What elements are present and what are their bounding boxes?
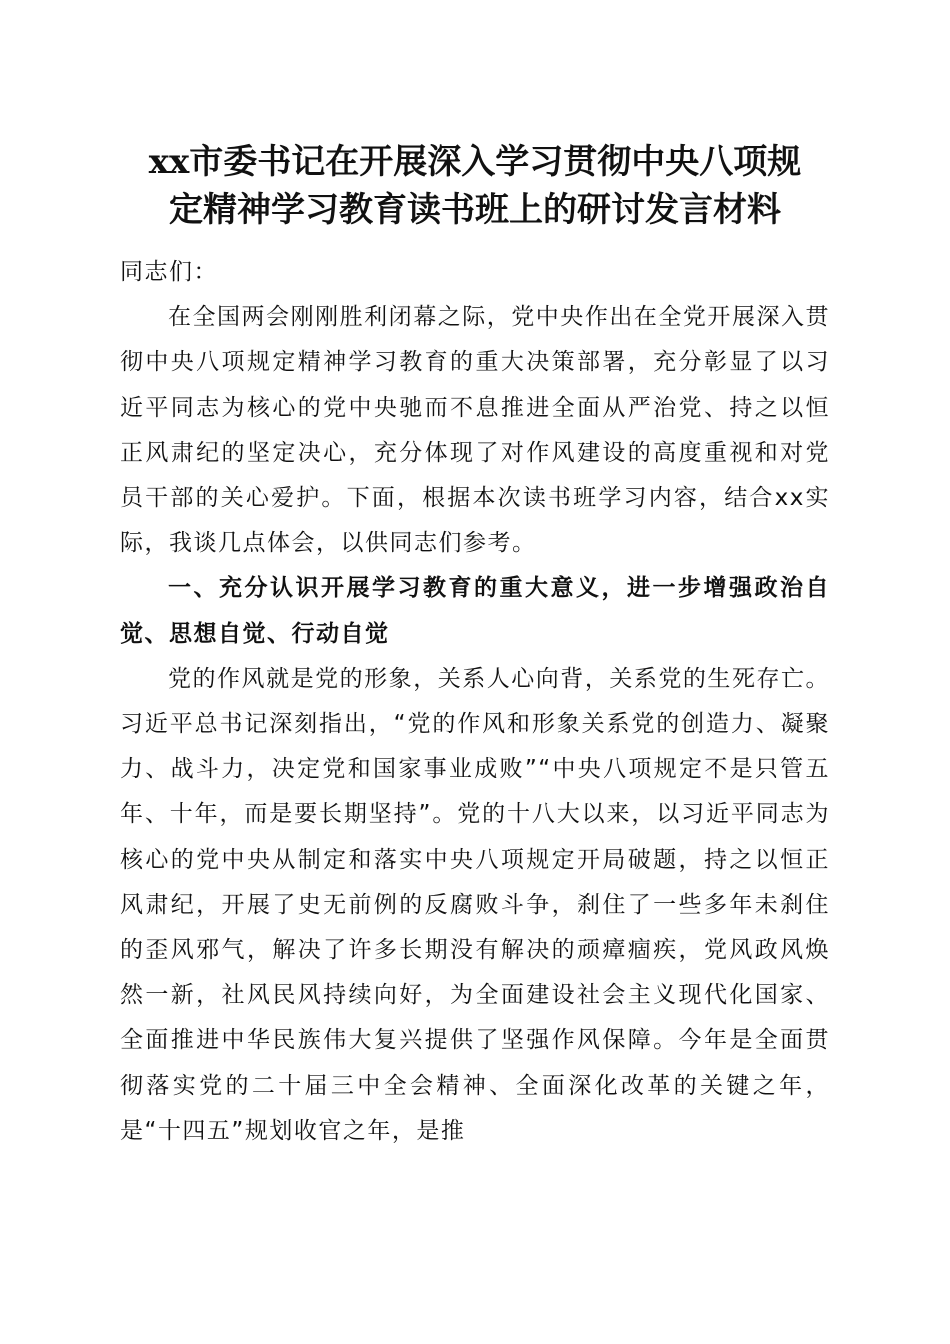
document-title	[120, 138, 830, 234]
salutation: 同志们：	[120, 259, 218, 285]
paragraph-intro: 在全国两会刚刚胜利闭幕之际，党中央作出在全党开展深入贯彻中央八项规定精神学习教育的重大决策部署，充分彰显了以习近平同志为核心的党中央驰而不息推进全面从严治党、持之以恒正风肃纪的坚定决心，充分体现了对作风建设的高度重视和对党员干部的关心爱护。下面，根据本次读书班学习内容，结合xx实际，我谈几点体会，以供同志们参考。	[120, 304, 830, 557]
paragraph-section-1: 党的作风就是党的形象，关系人心向背，关系党的生死存亡。习近平总书记深刻指出，“党的作风和形象关系党的创造力、凝聚力、战斗力，决定党和国家事业成败”“中央八项规定不是只管五年、十年，而是要长期坚持”。党的十八大以来，以习近平同志为核心的党中央从制定和落实中央八项规定开局破题，持之以恒正风肃纪，开展了史无前例的反腐败斗争，刹住了一些多年未刹住的歪风邪气，解决了许多长期没有解决的顽瘴痼疾，党风政风焕然一新，社风民风持续向好，为全面建设社会主义现代化国家、全面推进中华民族伟大复兴提供了坚强作风保障。今年是全面贯彻落实党的二十届三中全会精神、全面深化改革的关键之年，是“十四五”规划收官之年，是推	[120, 665, 830, 1144]
title-line-1: xx市委书记在开展深入学习贯彻中央八项规	[148, 142, 802, 182]
document-body	[120, 250, 830, 1154]
title-line-2: 定精神学习教育读书班上的研讨发言材料	[169, 190, 781, 230]
section-heading-1: 一、充分认识开展学习教育的重大意义，进一步增强政治自觉、思想自觉、行动自觉	[120, 575, 830, 647]
